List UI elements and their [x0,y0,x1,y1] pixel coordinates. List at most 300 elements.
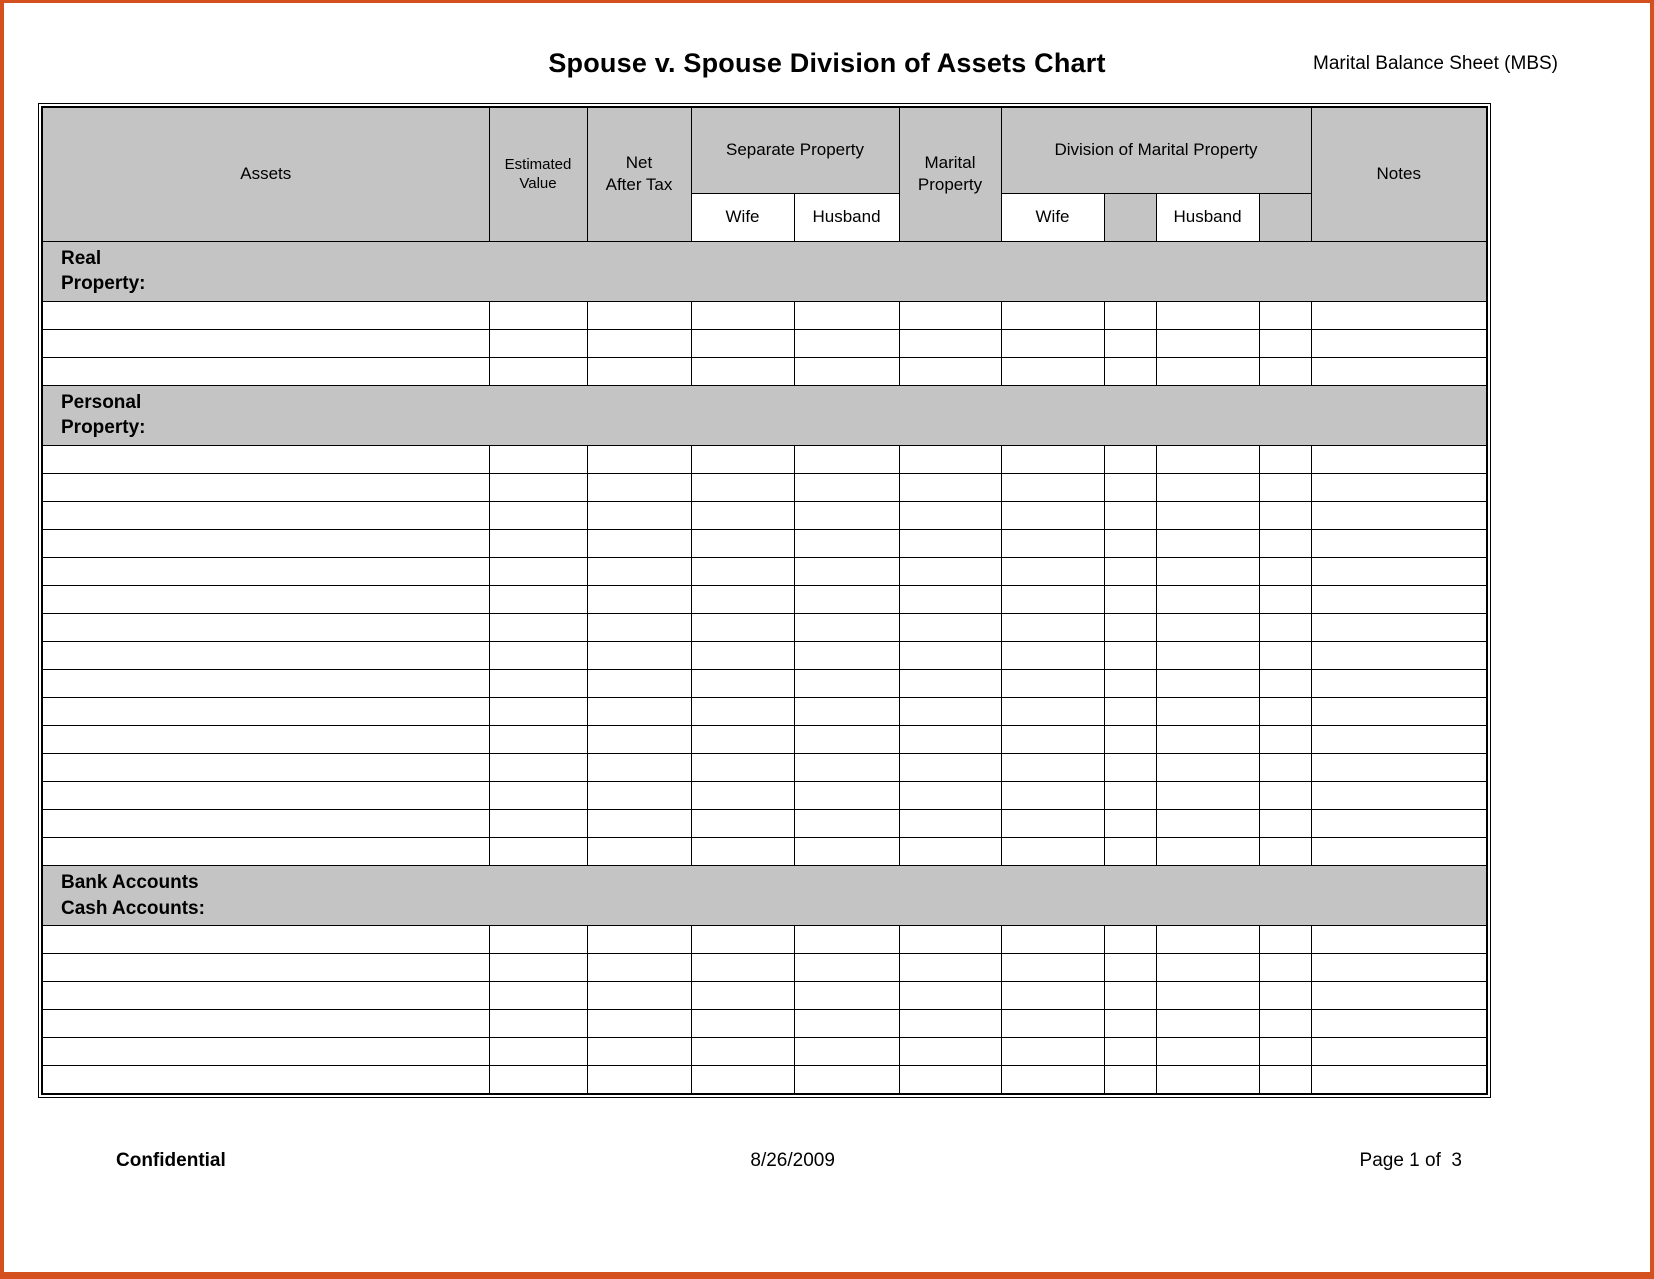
empty-cell [1311,838,1487,866]
empty-cell [42,502,489,530]
empty-cell [794,642,899,670]
assets-table [41,106,1488,1095]
empty-cell [899,474,1001,502]
empty-cell [1156,782,1259,810]
empty-cell [1104,810,1156,838]
empty-cell [1156,1066,1259,1094]
empty-cell [42,1038,489,1066]
empty-cell [489,474,587,502]
empty-data-row [42,301,1487,329]
empty-cell [1311,301,1487,329]
col-header-separate-husband: Husband [794,193,899,241]
empty-cell [1156,982,1259,1010]
empty-cell [1001,558,1104,586]
empty-cell [1001,838,1104,866]
empty-cell [899,726,1001,754]
empty-cell [1001,502,1104,530]
empty-cell [1259,698,1311,726]
empty-cell [794,754,899,782]
page-subtitle: Marital Balance Sheet (MBS) [1313,53,1558,74]
empty-cell [794,982,899,1010]
empty-cell [1156,642,1259,670]
empty-cell [1259,954,1311,982]
empty-cell [794,502,899,530]
col-header-estimated-value [489,107,587,241]
empty-cell [42,357,489,385]
empty-cell [691,530,794,558]
empty-cell [489,558,587,586]
empty-cell [691,1066,794,1094]
empty-cell [489,926,587,954]
empty-cell [489,1038,587,1066]
empty-data-row [42,357,1487,385]
empty-cell [899,838,1001,866]
empty-cell [587,530,691,558]
empty-cell [42,530,489,558]
empty-cell [1156,502,1259,530]
empty-cell [587,301,691,329]
empty-cell [1311,726,1487,754]
empty-data-row [42,698,1487,726]
empty-data-row [42,1066,1487,1094]
assets-table-frame [38,103,1491,1098]
header-line: After Tax [605,175,673,195]
empty-cell [1156,810,1259,838]
empty-cell [1104,446,1156,474]
empty-cell [489,726,587,754]
empty-cell [1311,982,1487,1010]
empty-cell [1311,926,1487,954]
empty-cell [1001,301,1104,329]
empty-cell [587,754,691,782]
empty-cell [1156,558,1259,586]
col-header-assets: Assets [42,107,489,241]
header-line: Property [917,175,983,195]
empty-cell [899,502,1001,530]
empty-cell [1104,982,1156,1010]
empty-cell [587,446,691,474]
empty-cell [42,614,489,642]
empty-cell [1156,670,1259,698]
empty-cell [1104,1066,1156,1094]
empty-cell [899,1010,1001,1038]
empty-cell [42,954,489,982]
empty-cell [1156,586,1259,614]
empty-cell [1311,558,1487,586]
empty-cell [489,1010,587,1038]
empty-cell [1311,502,1487,530]
empty-cell [587,926,691,954]
empty-cell [1311,586,1487,614]
empty-cell [489,754,587,782]
empty-cell [1104,586,1156,614]
empty-cell [794,329,899,357]
empty-cell [1001,642,1104,670]
empty-data-row [42,810,1487,838]
empty-cell [1104,642,1156,670]
empty-cell [1104,1038,1156,1066]
empty-cell [691,301,794,329]
empty-cell [1104,301,1156,329]
col-header-division-wife: Wife [1001,193,1104,241]
empty-cell [1311,357,1487,385]
empty-cell [691,698,794,726]
empty-cell [794,301,899,329]
empty-cell [489,357,587,385]
empty-cell [587,698,691,726]
empty-cell [489,530,587,558]
empty-cell [794,558,899,586]
empty-cell [899,1038,1001,1066]
empty-cell [1001,446,1104,474]
empty-cell [1001,329,1104,357]
empty-cell [587,1066,691,1094]
empty-cell [691,838,794,866]
col-header-division-husband: Husband [1156,193,1259,241]
empty-cell [899,329,1001,357]
empty-cell [587,810,691,838]
col-header-division-blank-2 [1259,193,1311,241]
empty-data-row [42,586,1487,614]
empty-cell [691,474,794,502]
empty-cell [489,838,587,866]
empty-cell [1156,1010,1259,1038]
empty-data-row [42,838,1487,866]
col-header-notes: Notes [1311,107,1487,241]
empty-cell [1156,754,1259,782]
assets-table-body [42,241,1487,1094]
col-header-separate-wife: Wife [691,193,794,241]
footer-date: 8/26/2009 [750,1149,835,1171]
section-row-real-property [42,241,1487,301]
empty-cell [1259,754,1311,782]
document-footer [4,1150,1650,1172]
section-label-real-property: Real Property: [42,241,1487,301]
empty-cell [1259,530,1311,558]
empty-cell [587,954,691,982]
empty-cell [794,1010,899,1038]
empty-cell [1156,726,1259,754]
empty-cell [1311,329,1487,357]
empty-cell [42,670,489,698]
empty-cell [1311,530,1487,558]
empty-cell [42,754,489,782]
empty-cell [899,782,1001,810]
empty-cell [42,474,489,502]
empty-cell [1311,754,1487,782]
col-header-marital-property [899,107,1001,241]
empty-cell [1259,670,1311,698]
empty-cell [1104,838,1156,866]
empty-cell [1156,357,1259,385]
empty-cell [1311,446,1487,474]
empty-cell [1001,810,1104,838]
empty-cell [794,530,899,558]
empty-cell [1001,698,1104,726]
empty-cell [1156,838,1259,866]
empty-cell [691,810,794,838]
empty-cell [1156,530,1259,558]
empty-cell [1001,357,1104,385]
empty-cell [1104,614,1156,642]
empty-cell [1001,586,1104,614]
empty-cell [587,670,691,698]
empty-cell [899,357,1001,385]
empty-cell [42,926,489,954]
empty-cell [1001,474,1104,502]
empty-cell [42,810,489,838]
empty-cell [794,614,899,642]
footer-confidential: Confidential [116,1149,226,1171]
empty-cell [42,838,489,866]
empty-cell [899,558,1001,586]
empty-cell [1259,558,1311,586]
empty-cell [489,301,587,329]
empty-cell [691,954,794,982]
empty-cell [42,1010,489,1038]
empty-cell [587,614,691,642]
empty-cell [1001,926,1104,954]
empty-cell [587,1010,691,1038]
empty-cell [899,926,1001,954]
empty-cell [1259,810,1311,838]
empty-cell [794,726,899,754]
empty-cell [899,446,1001,474]
empty-cell [691,782,794,810]
empty-cell [794,446,899,474]
empty-cell [587,838,691,866]
empty-cell [42,1066,489,1094]
empty-cell [1001,726,1104,754]
empty-cell [1104,726,1156,754]
empty-cell [1259,329,1311,357]
empty-data-row [42,502,1487,530]
empty-cell [587,558,691,586]
empty-cell [691,754,794,782]
empty-cell [1104,1010,1156,1038]
empty-cell [1104,954,1156,982]
empty-cell [794,586,899,614]
empty-cell [899,754,1001,782]
empty-cell [794,1066,899,1094]
empty-cell [899,301,1001,329]
empty-cell [899,982,1001,1010]
header-line: Net [625,153,653,173]
empty-cell [1001,614,1104,642]
empty-cell [899,530,1001,558]
empty-cell [1001,1038,1104,1066]
empty-cell [587,357,691,385]
empty-cell [1104,502,1156,530]
empty-data-row [42,474,1487,502]
empty-data-row [42,530,1487,558]
empty-cell [899,614,1001,642]
empty-cell [587,726,691,754]
empty-data-row [42,982,1487,1010]
empty-cell [1104,670,1156,698]
empty-cell [1259,502,1311,530]
empty-cell [1311,782,1487,810]
empty-cell [794,838,899,866]
empty-cell [587,502,691,530]
empty-cell [42,726,489,754]
empty-data-row [42,1010,1487,1038]
empty-cell [42,329,489,357]
empty-cell [1259,782,1311,810]
empty-data-row [42,1038,1487,1066]
empty-cell [1311,1038,1487,1066]
empty-cell [587,474,691,502]
empty-cell [1156,954,1259,982]
empty-cell [1001,670,1104,698]
empty-cell [1259,301,1311,329]
empty-cell [1259,614,1311,642]
empty-cell [1311,810,1487,838]
empty-data-row [42,614,1487,642]
empty-cell [899,586,1001,614]
empty-cell [587,642,691,670]
empty-cell [587,1038,691,1066]
empty-cell [1104,357,1156,385]
empty-cell [1156,329,1259,357]
empty-cell [42,586,489,614]
empty-cell [42,982,489,1010]
empty-cell [794,810,899,838]
empty-cell [1311,642,1487,670]
empty-cell [794,1038,899,1066]
empty-cell [1259,1038,1311,1066]
empty-cell [1104,926,1156,954]
page-title: Spouse v. Spouse Division of Assets Chart [548,48,1106,78]
empty-cell [1104,329,1156,357]
empty-cell [1001,1066,1104,1094]
empty-data-row [42,782,1487,810]
empty-cell [587,329,691,357]
empty-cell [489,446,587,474]
empty-data-row [42,329,1487,357]
section-row-personal-property [42,385,1487,445]
empty-cell [42,446,489,474]
empty-cell [1259,926,1311,954]
empty-cell [1001,1010,1104,1038]
empty-cell [1156,1038,1259,1066]
empty-cell [1104,754,1156,782]
empty-cell [42,782,489,810]
empty-cell [489,670,587,698]
document-header [4,3,1650,103]
empty-cell [1311,954,1487,982]
empty-cell [1001,754,1104,782]
empty-cell [1001,530,1104,558]
empty-cell [42,301,489,329]
empty-cell [691,357,794,385]
empty-cell [691,614,794,642]
empty-data-row [42,954,1487,982]
empty-cell [42,558,489,586]
empty-cell [587,586,691,614]
section-label-personal-property: Personal Property: [42,385,1487,445]
empty-cell [899,810,1001,838]
empty-cell [691,642,794,670]
empty-cell [1156,926,1259,954]
empty-cell [899,954,1001,982]
section-row-bank-accounts [42,866,1487,926]
empty-cell [794,670,899,698]
col-group-separate-property: Separate Property [691,107,899,193]
empty-cell [489,1066,587,1094]
empty-cell [1259,1066,1311,1094]
empty-cell [691,586,794,614]
empty-cell [489,782,587,810]
empty-cell [691,502,794,530]
empty-data-row [42,754,1487,782]
empty-cell [1104,782,1156,810]
header-line: Value [519,175,557,193]
empty-data-row [42,558,1487,586]
empty-cell [1311,474,1487,502]
empty-cell [794,357,899,385]
empty-cell [1311,614,1487,642]
empty-cell [1259,446,1311,474]
header-line: Marital [924,153,976,173]
empty-cell [899,1066,1001,1094]
empty-cell [1104,530,1156,558]
empty-cell [1156,446,1259,474]
empty-cell [794,926,899,954]
empty-data-row [42,642,1487,670]
empty-cell [1259,357,1311,385]
empty-cell [42,698,489,726]
empty-cell [899,670,1001,698]
empty-cell [489,502,587,530]
empty-cell [691,670,794,698]
empty-cell [489,614,587,642]
empty-cell [1104,474,1156,502]
empty-cell [489,810,587,838]
empty-cell [899,642,1001,670]
empty-cell [691,726,794,754]
empty-cell [899,698,1001,726]
empty-cell [489,954,587,982]
table-header-row-main [42,107,1487,193]
empty-cell [691,329,794,357]
empty-cell [691,982,794,1010]
empty-cell [794,954,899,982]
empty-data-row [42,446,1487,474]
empty-cell [1259,642,1311,670]
empty-cell [794,782,899,810]
empty-cell [489,586,587,614]
empty-cell [691,1038,794,1066]
empty-data-row [42,726,1487,754]
empty-cell [1156,698,1259,726]
empty-cell [489,982,587,1010]
empty-cell [691,446,794,474]
empty-cell [691,926,794,954]
empty-cell [1259,586,1311,614]
col-group-division-of-marital-property: Division of Marital Property [1001,107,1311,193]
empty-cell [1104,558,1156,586]
section-label-bank-accounts: Bank Accounts Cash Accounts: [42,866,1487,926]
empty-cell [489,329,587,357]
empty-cell [794,474,899,502]
empty-cell [1311,670,1487,698]
empty-cell [587,782,691,810]
empty-cell [1259,982,1311,1010]
empty-cell [794,698,899,726]
empty-cell [1311,1010,1487,1038]
empty-cell [42,642,489,670]
